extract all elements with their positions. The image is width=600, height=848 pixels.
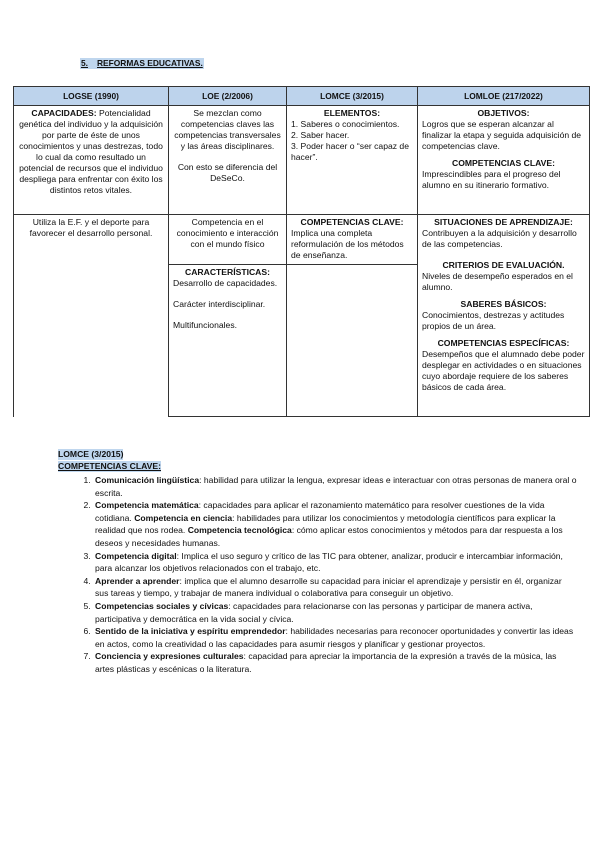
reforms-table (13, 86, 590, 417)
saberes-label: SABERES BÁSICOS: (460, 299, 547, 309)
list-item: 4. Aprender a aprender: implica que el alumno desarrolle su capacidad para iniciar el aprendizaje y persistir en él, organizar sus tareas y tiempo, y trabajar de manera individual o colaborativa para conseguir un objetivo. (93, 575, 577, 600)
loe-intro-cell (169, 106, 287, 215)
list-item: 3. Competencia digital: Implica el uso seguro y crítico de las TIC para obtener, analizar, producir e intercambiar información, para alcanzar los objetivos relacionados con el trabajo, etc. (93, 550, 577, 575)
lomce-cc-text: Implica una completa reformulación de los métodos de enseñanza. (291, 228, 404, 260)
lomloe-cc-text: Imprescindibles para el progreso del alumno en su itinerario formativo. (422, 169, 561, 190)
lomce-elementos-cell (287, 106, 418, 215)
especificas-text: Desempeños que el alumnado debe poder desplegar en actividades o en situaciones cuyo abordaje requiere de los saberes básicos de cada área. (422, 349, 585, 392)
lomloe-cc-label: COMPETENCIAS CLAVE: (452, 158, 555, 168)
caracteristica-item: Multifuncionales. (173, 320, 238, 330)
loe-competencia-text: Competencia en el conocimiento e interacción con el mundo físico (176, 217, 279, 249)
elementos-label: ELEMENTOS: (323, 108, 381, 118)
lomce-cc-cell (287, 215, 418, 265)
situaciones-text: Contribuyen a la adquisición y desarrollo de las competencias. (422, 228, 577, 249)
elemento-item: 1. Saberes o conocimientos. (291, 119, 400, 129)
ef-text: Utiliza la E.F. y el deporte para favorecer el desarrollo personal. (29, 217, 153, 238)
elemento-item: 3. Poder hacer o “ser capaz de hacer”. (291, 141, 409, 162)
header-loe: LOE (2/2006) (169, 87, 287, 106)
list-item: 1. Comunicación lingüística: habilidad para utilizar la lengua, expresar ideas e interactuar con otras personas de manera oral o escrita. (93, 474, 577, 499)
header-logse: LOGSE (1990) (14, 87, 169, 106)
caracteristicas-label: CARACTERÍSTICAS: (185, 267, 270, 277)
loe-competencia-cell (169, 215, 287, 265)
lomloe-detail-cell (418, 215, 590, 417)
lomce-empty-cell (287, 265, 418, 417)
especificas-label: COMPETENCIAS ESPECÍFICAS: (437, 338, 570, 348)
table-row (14, 215, 590, 265)
competencias-list (58, 474, 577, 676)
table-header-row (14, 87, 590, 106)
criterios-label: CRITERIOS DE EVALUACIÓN. (442, 260, 565, 270)
list-item: 5. Competencias sociales y cívicas: capacidades para relacionarse con las personas y participar de manera activa, participativa y democrática en la vida social y cívica. (93, 600, 577, 625)
table-row (14, 106, 590, 215)
loe-diferencia-text: Con esto se diferencia del DeSeCo. (177, 162, 278, 183)
lomce-cc-label: COMPETENCIAS CLAVE: (300, 217, 404, 227)
lomce-section-subtitle: COMPETENCIAS CLAVE: (58, 461, 161, 471)
logse-capacidades-cell (14, 106, 169, 215)
criterios-text: Niveles de desempeño esperados en el alumno. (422, 271, 573, 292)
capacidades-text: Potencialidad genética del individuo y la adquisición por parte de éste de unos conocimientos y unas destrezas, todo lo cual da como resultado un potencial de recursos que el individuo despliega para enfrentar con éxito los distintos retos vitales. (19, 108, 163, 195)
header-lomce: LOMCE (3/2015) (287, 87, 418, 106)
objetivos-label: OBJETIVOS: (477, 108, 530, 118)
section-heading (80, 58, 204, 69)
loe-intro-text: Se mezclan como competencias claves las competencias transversales y las áreas disciplinares. (174, 108, 281, 151)
saberes-text: Conocimientos, destrezas y actitudes propios de un área. (422, 310, 565, 331)
lomloe-objetivos-cell (418, 106, 590, 215)
section-number: 5. (81, 58, 88, 68)
logse-ef-cell (14, 215, 169, 417)
objetivos-text: Logros que se esperan alcanzar al finalizar la etapa y seguida adquisición de competencias clave. (422, 119, 582, 151)
list-item: 2. Competencia matemática: capacidades para aplicar el razonamiento matemático para resolver cuestiones de la vida cotidiana. Competencia en ciencia: habilidades para utilizar los conocimientos y metodología científicos para explicar la realidad que nos rodea. Competencia tecnológica: cómo aplicar estos conocimientos y métodos para dar respuesta a los deseos y necesidades humanas. (93, 499, 577, 549)
section-title: REFORMAS EDUCATIVAS. (97, 58, 203, 68)
elemento-item: 2. Saber hacer. (291, 130, 350, 140)
header-lomloe: LOMLOE (217/2022) (418, 87, 590, 106)
caracteristica-item: Desarrollo de capacidades. (173, 278, 278, 288)
capacidades-label: CAPACIDADES: (31, 108, 97, 118)
lomce-section-title: LOMCE (3/2015) (58, 449, 124, 459)
loe-caracteristicas-cell (169, 265, 287, 417)
list-item: 6. Sentido de la iniciativa y espíritu emprendedor: habilidades necesarias para reconocer oportunidades y convertir las ideas en actos, como la creatividad o las capacidades para asumir riesgos y planificar y gestionar proyectos. (93, 625, 577, 650)
list-item: 7. Conciencia y expresiones culturales: capacidad para apreciar la importancia de la expresión a través de la música, las artes plásticas y escénicas o la literatura. (93, 650, 577, 675)
situaciones-label: SITUACIONES DE APRENDIZAJE: (434, 217, 573, 227)
caracteristica-item: Carácter interdisciplinar. (173, 299, 266, 309)
